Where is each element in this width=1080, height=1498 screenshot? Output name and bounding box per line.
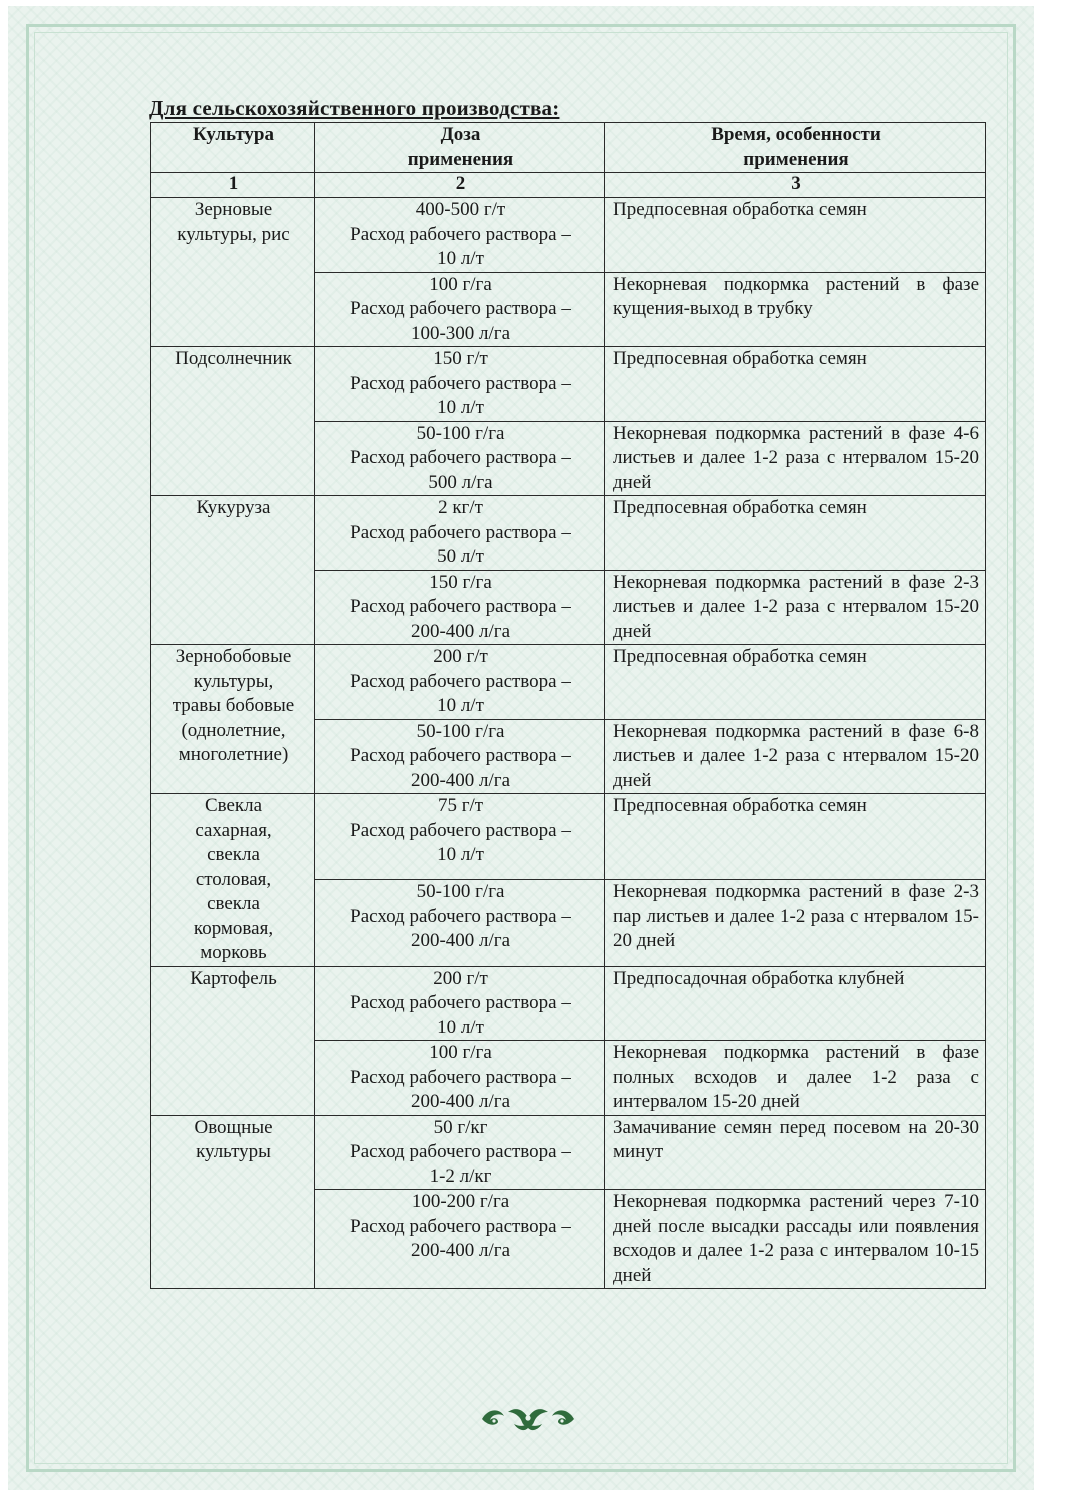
- text-line: культуры: [196, 1141, 271, 1162]
- text-line: 200 г/т: [433, 646, 488, 667]
- text-line: 10 л/т: [437, 248, 484, 269]
- dose-cell: [315, 496, 605, 571]
- table-row: [151, 645, 986, 720]
- text-line: многолетние): [178, 744, 289, 765]
- text-line: Расход рабочего раствора –: [350, 298, 571, 319]
- text-line: Расход рабочего раствора –: [350, 992, 571, 1013]
- header-dose: [323, 123, 598, 172]
- dose-cell: [315, 794, 605, 880]
- text-line: 200-400 л/га: [410, 1091, 511, 1112]
- dose-cell: [315, 645, 605, 720]
- dose-cell: [315, 719, 605, 794]
- text-line: 150 г/га: [429, 571, 492, 593]
- time-cell: Некорневая подкормка растений в фазе 4-6 листьев и далее 1-2 раза с нтервалом 15-20 дней: [605, 421, 986, 496]
- time-cell: Предпосадочная обработка клубней: [605, 966, 986, 1041]
- text-line: Расход рабочего раствора –: [350, 1141, 571, 1162]
- scan-margin: [1034, 0, 1080, 1498]
- dose-cell: [315, 570, 605, 645]
- time-cell: Предпосевная обработка семян: [605, 198, 986, 273]
- table-header-row: [151, 123, 986, 173]
- text-line: 2 кг/т: [438, 497, 483, 518]
- dose-cell: [315, 966, 605, 1041]
- text-line: Расход рабочего раствора –: [350, 905, 571, 927]
- text-line: морковь: [200, 942, 267, 963]
- text-line: Расход рабочего раствора –: [350, 1215, 571, 1237]
- dose-cell: [315, 272, 605, 347]
- time-cell: Некорневая подкормка растений в фазе 2-3 листьев и далее 1-2 раза с нтервалом 15-20 дней: [605, 570, 986, 645]
- text-line: Расход рабочего раствора –: [350, 223, 571, 245]
- dose-cell: [315, 1115, 605, 1190]
- text-line: 150 г/т: [433, 348, 488, 369]
- crop-cell: [151, 198, 315, 347]
- text-line: применения: [407, 148, 514, 170]
- text-line: 100-300 л/га: [410, 322, 511, 344]
- crop-cell: [151, 645, 315, 794]
- text-line: свекла: [207, 844, 260, 865]
- dose-cell: [315, 347, 605, 422]
- time-cell: Предпосевная обработка семян: [605, 347, 986, 422]
- text-line: свекла: [207, 893, 260, 914]
- column-number-row: [151, 173, 986, 198]
- crop-cell: [151, 966, 315, 1115]
- text-line: Кукуруза: [196, 497, 271, 518]
- text-line: травы бобовые: [172, 695, 295, 716]
- time-cell: Предпосевная обработка семян: [605, 496, 986, 571]
- text-line: Овощные: [194, 1116, 273, 1138]
- table-row: [151, 496, 986, 571]
- header-cell: [315, 123, 605, 173]
- text-line: 50-100 г/га: [416, 422, 505, 444]
- text-line: столовая,: [195, 868, 272, 890]
- time-cell: Некорневая подкормка растений в фазе полных всходов и далее 1-2 раза с интервалом 15-20 дней: [605, 1041, 986, 1116]
- text-line: Расход рабочего раствора –: [350, 670, 571, 692]
- text-line: Расход рабочего раствора –: [350, 819, 571, 841]
- text-line: Расход рабочего раствора –: [350, 521, 571, 543]
- table-row: [151, 1115, 986, 1190]
- text-line: 50 г/кг: [433, 1116, 488, 1138]
- text-line: Расход рабочего раствора –: [350, 596, 571, 617]
- text-line: 50-100 г/га: [416, 720, 505, 742]
- application-table: [150, 122, 986, 1289]
- text-line: 1-2 л/кг: [429, 1165, 492, 1187]
- time-cell: Некорневая подкормка растений в фазе 2-3 пар листьев и далее 1-2 раза с нтервалом 15-20 дней: [605, 880, 986, 966]
- text-line: культуры,: [193, 670, 274, 692]
- text-line: 400-500 г/т: [415, 199, 506, 220]
- column-number-2: 2: [315, 173, 605, 198]
- text-line: Подсолнечник: [175, 348, 292, 369]
- time-cell: Некорневая подкормка растений через 7-10 дней после высадки рассады или появления всходов и далее 1-2 раза с интервалом 10-15 дней: [605, 1190, 986, 1289]
- text-line: Свекла: [204, 795, 263, 816]
- column-number-3: 3: [605, 173, 986, 198]
- text-line: Зерновые: [194, 199, 273, 220]
- text-line: 10 л/т: [437, 1016, 484, 1038]
- text-line: сахарная,: [195, 819, 272, 841]
- text-line: (однолетние,: [181, 719, 286, 741]
- crop-cell: [151, 1115, 315, 1289]
- decorative-ornament-icon: [478, 1404, 578, 1434]
- text-line: 100 г/га: [429, 1042, 492, 1063]
- text-line: 10 л/т: [437, 397, 484, 418]
- time-cell: Некорневая подкормка растений в фазе 6-8 листьев и далее 1-2 раза с нтервалом 15-20 дней: [605, 719, 986, 794]
- table-row: [151, 966, 986, 1041]
- time-cell: Предпосевная обработка семян: [605, 645, 986, 720]
- text-line: 10 л/т: [437, 695, 484, 716]
- header-cell: [605, 123, 986, 173]
- table-row: [151, 794, 986, 880]
- text-line: 50 л/т: [437, 546, 484, 567]
- header-cell: [151, 123, 315, 173]
- crop-cell: [151, 794, 315, 967]
- column-number-1: 1: [151, 173, 315, 198]
- text-line: культуры, рис: [177, 223, 290, 245]
- time-cell: Предпосевная обработка семян: [605, 794, 986, 880]
- text-line: 200-400 л/га: [410, 930, 511, 952]
- dose-cell: [315, 1041, 605, 1116]
- dose-cell: [315, 1190, 605, 1289]
- dose-cell: [315, 880, 605, 966]
- text-line: 100-200 г/га: [411, 1191, 510, 1212]
- section-heading: Для сельскохозяйственного производства:: [149, 96, 560, 120]
- text-line: 75 г/т: [437, 795, 484, 816]
- header-time: [613, 123, 979, 172]
- table-body: [151, 198, 986, 1289]
- text-line: применения: [743, 148, 849, 170]
- text-line: Зернобобовые: [175, 646, 292, 667]
- text-line: 200-400 л/га: [410, 1240, 511, 1261]
- crop-cell: [151, 347, 315, 496]
- text-line: Расход рабочего раствора –: [350, 372, 571, 394]
- dose-cell: [315, 198, 605, 273]
- dose-cell: [315, 421, 605, 496]
- text-line: 200-400 л/га: [410, 769, 511, 791]
- table-row: [151, 198, 986, 273]
- text-line: 100 г/га: [429, 273, 492, 295]
- text-line: 200-400 л/га: [410, 620, 511, 642]
- time-cell: Некорневая подкормка растений в фазе кущения-выход в трубку: [605, 272, 986, 347]
- text-line: Картофель: [190, 967, 277, 989]
- table-row: [151, 347, 986, 422]
- text-line: Расход рабочего раствора –: [350, 447, 571, 468]
- text-line: 10 л/т: [437, 844, 484, 865]
- text-line: 200 г/т: [433, 967, 488, 989]
- text-line: Время, особенности: [711, 124, 881, 145]
- time-cell: Замачивание семян перед посевом на 20-30 минут: [605, 1115, 986, 1190]
- text-line: 50-100 г/га: [416, 881, 505, 903]
- text-line: Расход рабочего раствора –: [350, 745, 571, 766]
- text-line: Расход рабочего раствора –: [350, 1066, 571, 1088]
- crop-cell: [151, 496, 315, 645]
- header-crop: Культура: [193, 124, 274, 145]
- text-line: кормовая,: [193, 917, 274, 939]
- text-line: Доза: [440, 124, 481, 145]
- text-line: 500 л/га: [428, 471, 493, 493]
